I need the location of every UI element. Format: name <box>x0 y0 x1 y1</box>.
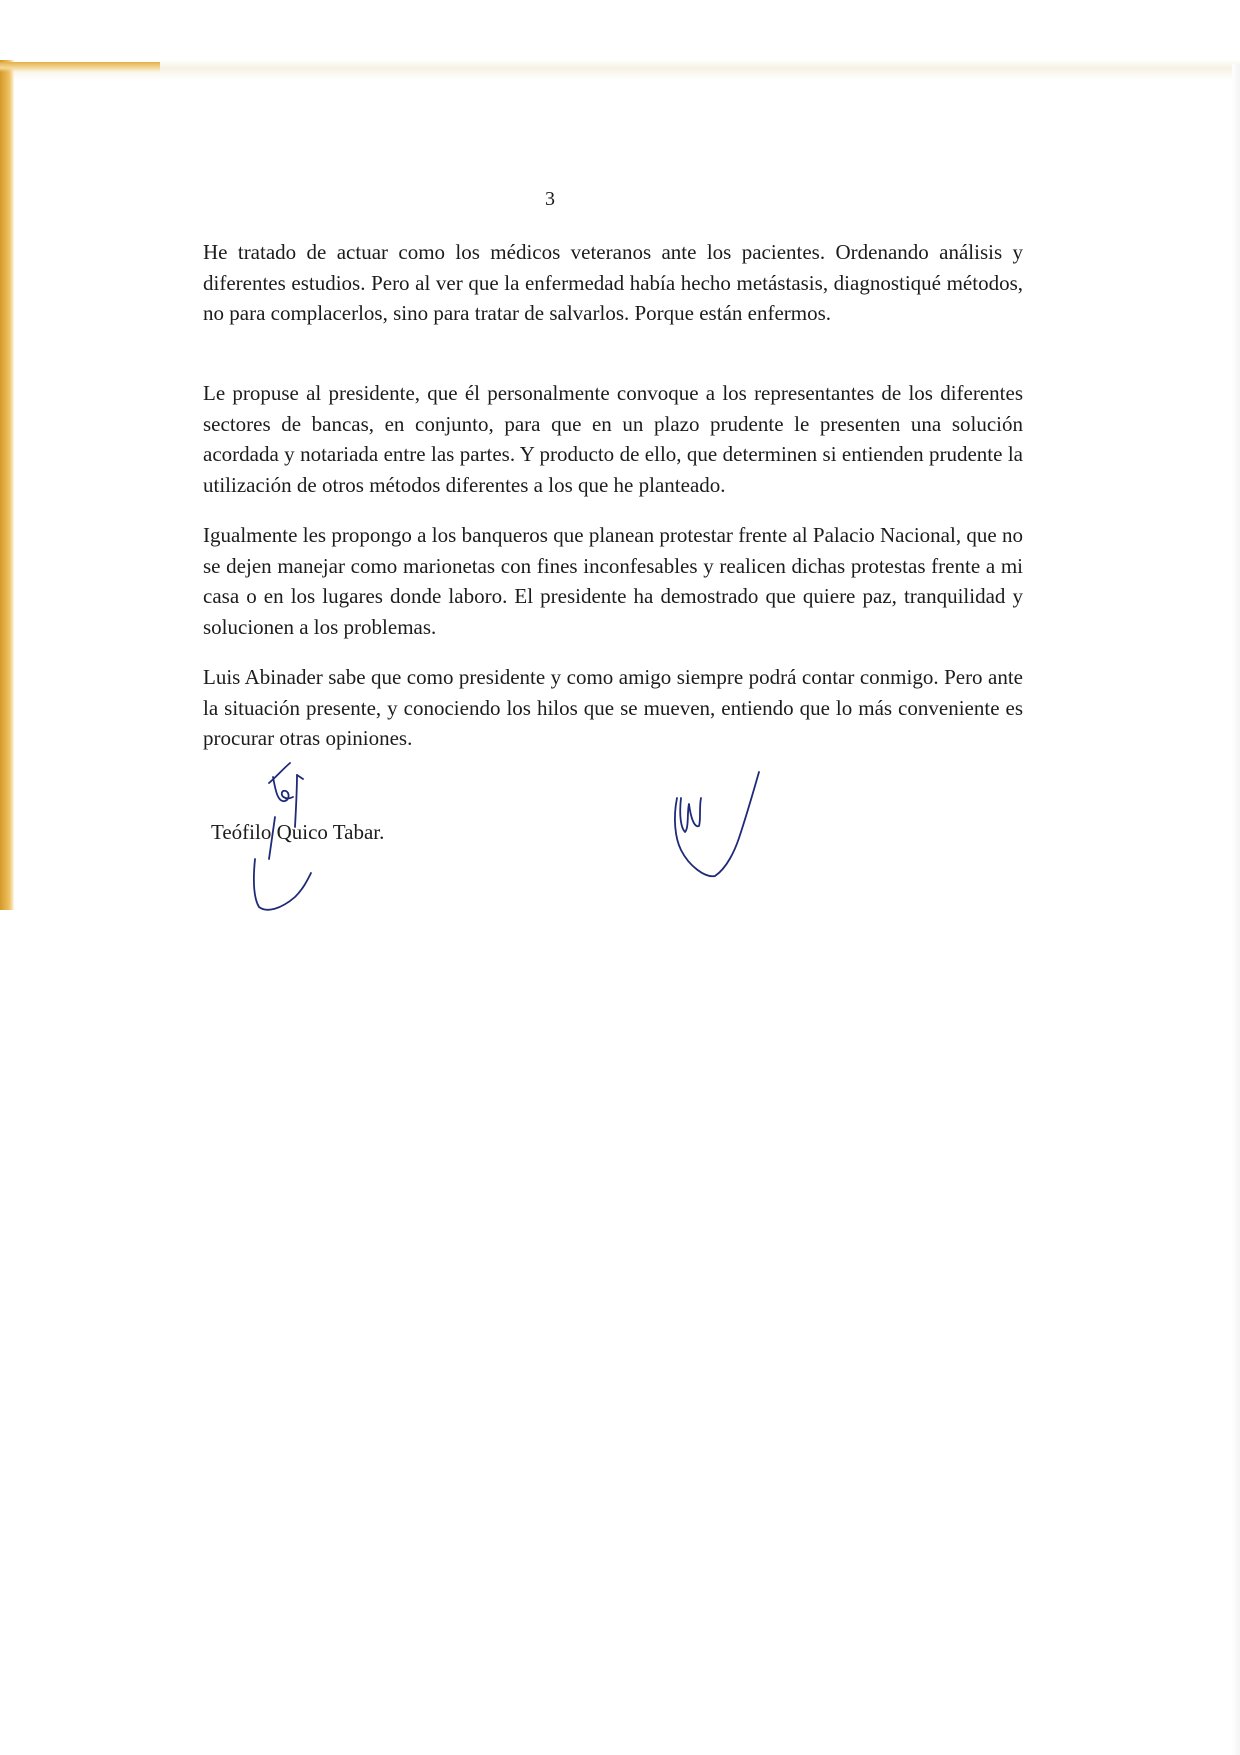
handwritten-signature-2 <box>665 768 765 883</box>
paragraph-4: Luis Abinader sabe que como presidente y como amigo siempre podrá contar conmigo. Pero ante la situación presente, y conociendo los hilos que se mueven, entiendo que lo más conveniente es procurar otras opiniones. <box>203 665 1023 750</box>
page-number: 3 <box>545 188 555 210</box>
paragraph-1: He tratado de actuar como los médicos veteranos ante los pacientes. Ordenando análisis y diferentes estudios. Pero al ver que la enfermedad había hecho metástasis, diagnostiqué métodos, no para complacerlos, sino para tratar de salvarlos. Porque están enfermos. <box>203 240 1023 325</box>
paragraph-3: Igualmente les propongo a los banqueros que planean protestar frente al Palacio Nacional, que no se dejen manejar como marionetas con fines inconfesables y realicen dichas protestas frente a mi casa o en los lugares donde laboro. El presidente ha demostrado que quiere paz, tranquilidad y solucionen a los problemas. <box>203 523 1023 639</box>
scan-background-top <box>0 0 1240 80</box>
signer-name: Teófilo Quico Tabar. <box>211 820 385 844</box>
handwritten-signature-1 <box>245 755 335 915</box>
desk-edge-left <box>0 60 14 910</box>
desk-corner <box>0 62 160 72</box>
paper-edge-right <box>1232 64 1240 1755</box>
paragraph-2: Le propuse al presidente, que él personalmente convoque a los representantes de los diferentes sectores de bancas, en conjunto, para que en un plazo prudente le presenten una solución acordada y notariada entre las partes. Y producto de ello, que determinen si entienden prudente la utilización de otros métodos diferentes a los que he planteado. <box>203 381 1023 497</box>
